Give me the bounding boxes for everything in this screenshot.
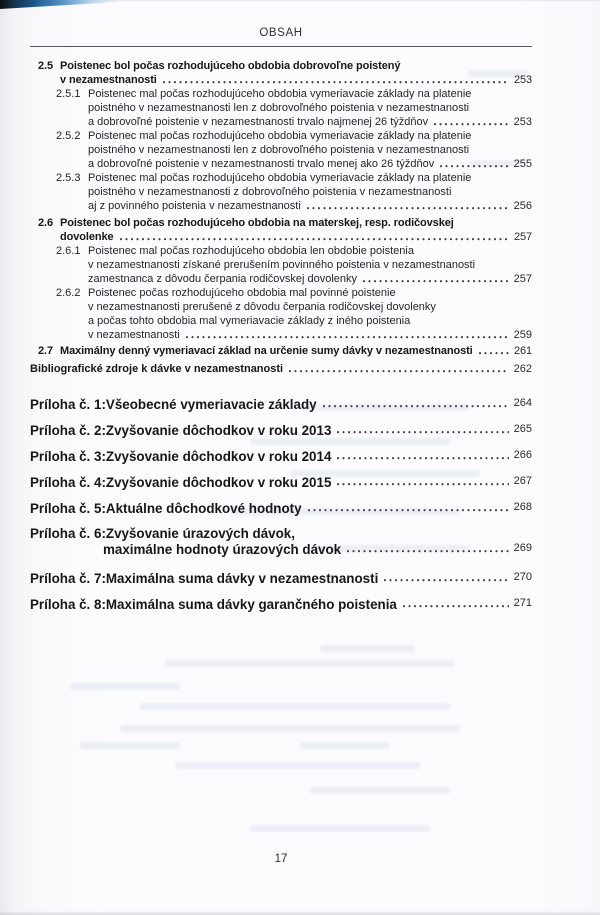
attachment-entry	[30, 570, 532, 586]
dot-leader	[307, 199, 509, 213]
bleedthrough-mark	[250, 825, 430, 832]
attachment-label: Príloha č. 7:	[30, 571, 106, 586]
attachment-line	[30, 596, 532, 612]
attachment-title: Maximálna suma dávky garančného poistenia	[105, 597, 397, 612]
attachment-line	[30, 526, 532, 541]
toc-entry-line	[30, 59, 532, 73]
toc-entry-text: a počas tohto obdobia mal vymeriavacie základy z iného poistenia	[88, 314, 411, 327]
toc-list	[30, 59, 532, 376]
toc-entry-line	[30, 171, 532, 185]
toc-entry-text: v nezamestnanosti získané prerušením povinného poistenia v nezamestnanosti	[88, 258, 476, 271]
dot-leader	[186, 328, 509, 342]
attachment-page: 268	[513, 501, 532, 513]
dot-leader	[120, 230, 509, 244]
attachment-entry	[30, 596, 532, 612]
toc-entry-line	[30, 258, 532, 272]
toc-entry-page: 255	[513, 158, 532, 170]
toc-entry-number: 2.5.2	[56, 130, 81, 142]
attachment-title: Aktuálne dôchodkové hodnoty	[105, 501, 302, 516]
toc-entry-line	[30, 115, 532, 129]
attachment-label: Príloha č. 8:	[30, 597, 106, 612]
attachment-page: 266	[513, 449, 532, 461]
toc-entry-line	[30, 362, 532, 376]
toc-entry-page: 259	[513, 328, 532, 341]
toc-entry-line	[30, 230, 532, 244]
attachment-label: Príloha č. 5:	[30, 501, 106, 516]
toc-entry	[30, 171, 532, 213]
dot-leader	[337, 448, 508, 464]
toc-entry-page: 256	[513, 200, 532, 212]
toc-entry-text: a dobrovoľné poistenie v nezamestnanosti trvalo najmenej 26 týždňov	[88, 116, 429, 128]
attachment-entry	[30, 422, 532, 438]
attachment-entry	[30, 500, 532, 516]
attachment-title: Maximálna suma dávky v nezamestnanosti	[105, 571, 379, 586]
toc-entry	[30, 129, 532, 171]
bleedthrough-mark	[140, 703, 450, 710]
toc-entry-line	[30, 244, 532, 258]
bleedthrough-mark	[320, 645, 415, 652]
toc-entry-line	[30, 272, 532, 286]
dot-leader	[163, 73, 509, 87]
bleedthrough-mark	[70, 683, 180, 690]
toc-entry-line	[30, 185, 532, 199]
attachment-entry	[30, 526, 532, 557]
toc-entry	[30, 362, 532, 376]
attachment-entry	[30, 396, 532, 412]
attachment-line	[30, 500, 532, 516]
toc-entry	[30, 286, 532, 342]
toc-entry-text: Poistenec mal počas rozhodujúceho obdobia len obdobie poistenia	[88, 244, 414, 257]
attachment-label: Príloha č. 3:	[30, 449, 106, 464]
toc-entry-line	[30, 328, 532, 342]
attachments-list	[30, 396, 532, 612]
toc-entry-line	[30, 87, 532, 101]
attachment-line	[30, 448, 532, 464]
toc-entry-line	[30, 199, 532, 213]
toc-entry-text: Poistenec mal počas rozhodujúceho obdobia vymeriavacie základy na platenie	[88, 88, 472, 100]
toc-entry-text: Maximálny denný vymeriavací základ na určenie sumy dávky v nezamestnanosti	[60, 345, 473, 357]
attachment-line	[30, 570, 532, 586]
bleedthrough-mark	[120, 725, 460, 732]
bleedthrough-mark	[80, 742, 180, 749]
header-rule	[30, 46, 532, 47]
attachment-title: Zvyšovanie dôchodkov v roku 2015	[105, 475, 332, 490]
attachment-page: 270	[513, 571, 532, 583]
photo-edge-artifact	[0, 0, 150, 9]
toc-entry-line	[30, 101, 532, 115]
toc-entry-number: 2.5.3	[56, 172, 81, 184]
attachment-page: 265	[513, 423, 532, 435]
attachment-title: Zvyšovanie úrazových dávok,	[105, 526, 295, 541]
toc-entry	[30, 216, 532, 244]
attachment-line	[30, 422, 532, 438]
toc-entry-line	[30, 344, 532, 358]
bleedthrough-mark	[165, 660, 455, 667]
toc-entry-text: dovolenke	[60, 230, 114, 243]
attachment-label: Príloha č. 1:	[30, 397, 106, 412]
dot-leader	[289, 362, 509, 376]
dot-leader	[434, 115, 509, 129]
toc-entry-page: 253	[513, 116, 532, 128]
attachment-entry	[30, 474, 532, 490]
toc-entry-number: 2.6	[38, 216, 53, 229]
toc-entry	[30, 87, 532, 129]
toc-entry-line	[30, 300, 532, 314]
toc-entry-number: 2.7	[38, 345, 53, 357]
bleedthrough-mark	[300, 742, 390, 749]
page-content	[30, 26, 532, 622]
attachment-page: 267	[513, 475, 532, 487]
bleedthrough-mark	[310, 787, 450, 794]
toc-entry-text: Poistenec mal počas rozhodujúceho obdobia vymeriavacie základy na platenie	[88, 172, 472, 184]
toc-entry	[30, 59, 532, 87]
toc-entry-text: Poistenec mal počas rozhodujúceho obdobia vymeriavacie základy na platenie	[88, 130, 472, 142]
attachment-label: Príloha č. 2:	[30, 423, 106, 438]
toc-entry-text: a dobrovoľné poistenie v nezamestnanosti trvalo menej ako 26 týždňov	[88, 158, 435, 170]
toc-entry-page: 253	[513, 74, 532, 86]
toc-entry-line	[30, 314, 532, 328]
attachment-line	[30, 474, 532, 490]
toc-entry	[30, 244, 532, 286]
dot-leader	[479, 344, 509, 358]
dot-leader	[347, 541, 509, 557]
attachment-label: Príloha č. 4:	[30, 475, 106, 490]
dot-leader	[403, 596, 509, 612]
toc-entry-text: poistného v nezamestnanosti z dobrovoľného poistenia v nezamestnanosti	[88, 186, 452, 198]
attachment-line	[30, 396, 532, 412]
attachment-line	[30, 541, 532, 557]
dot-leader	[363, 272, 509, 286]
attachment-page: 271	[513, 597, 532, 609]
toc-entry-text: Poistenec počas rozhodujúceho obdobia mal povinné poistenie	[88, 286, 396, 299]
dot-leader	[337, 474, 508, 490]
toc-entry-page: 262	[513, 363, 532, 375]
dot-leader	[440, 157, 508, 171]
attachment-title: Zvyšovanie dôchodkov v roku 2013	[105, 423, 332, 438]
toc-entry-line	[30, 73, 532, 87]
page-header-title: OBSAH	[259, 27, 303, 39]
dot-leader	[384, 570, 508, 586]
toc-entry-text: v nezamestnanosti prerušené z dôvodu čerpania rodičovskej dovolenky	[88, 300, 436, 313]
attachment-page: 264	[513, 397, 532, 409]
attachment-page: 269	[513, 542, 532, 554]
attachment-title: Zvyšovanie dôchodkov v roku 2014	[105, 449, 332, 464]
toc-entry-page: 257	[513, 272, 532, 285]
toc-entry-line	[30, 216, 532, 230]
toc-entry-text: poistného v nezamestnanosti len z dobrovoľného poistenia v nezamestnanosti	[88, 102, 470, 114]
toc-entry-text: Poistenec bol počas rozhodujúceho obdobia dobrovoľne poistený	[60, 60, 401, 72]
attachment-label: Príloha č. 6:	[30, 526, 106, 541]
dot-leader	[323, 396, 509, 412]
toc-entry-number: 2.5	[38, 60, 53, 72]
attachment-title: maximálne hodnoty úrazových dávok	[103, 542, 342, 557]
attachment-entry	[30, 448, 532, 464]
toc-entry-text: zamestnanca z dôvodu čerpania rodičovskej dovolenky	[88, 272, 358, 285]
dot-leader	[337, 422, 508, 438]
toc-entry-number: 2.5.1	[56, 88, 81, 100]
toc-entry-line	[30, 129, 532, 143]
toc-entry-text: v nezamestnanosti	[88, 328, 180, 341]
dot-leader	[308, 500, 509, 516]
toc-entry-line	[30, 286, 532, 300]
page-number: 17	[274, 853, 288, 865]
toc-entry-text: v nezamestnanosti	[60, 74, 157, 86]
toc-entry-text: poistného v nezamestnanosti len z dobrovoľného poistenia v nezamestnanosti	[88, 144, 470, 156]
toc-entry-line	[30, 143, 532, 157]
toc-entry	[30, 344, 532, 358]
toc-entry-text: Poistenec bol počas rozhodujúceho obdobia na materskej, resp. rodičovskej	[60, 216, 454, 229]
toc-entry-line	[30, 157, 532, 171]
toc-entry-number: 2.6.2	[56, 286, 81, 299]
toc-entry-page: 257	[513, 230, 532, 243]
toc-entry-number: 2.6.1	[56, 244, 81, 257]
attachment-title: Všeobecné vymeriavacie základy	[105, 397, 317, 412]
toc-entry-text: Bibliografické zdroje k dávke v nezamestnanosti	[30, 363, 284, 375]
toc-entry-page: 261	[513, 345, 532, 357]
toc-entry-text: aj z povinného poistenia v nezamestnanosti	[88, 200, 301, 212]
bleedthrough-mark	[175, 762, 420, 769]
